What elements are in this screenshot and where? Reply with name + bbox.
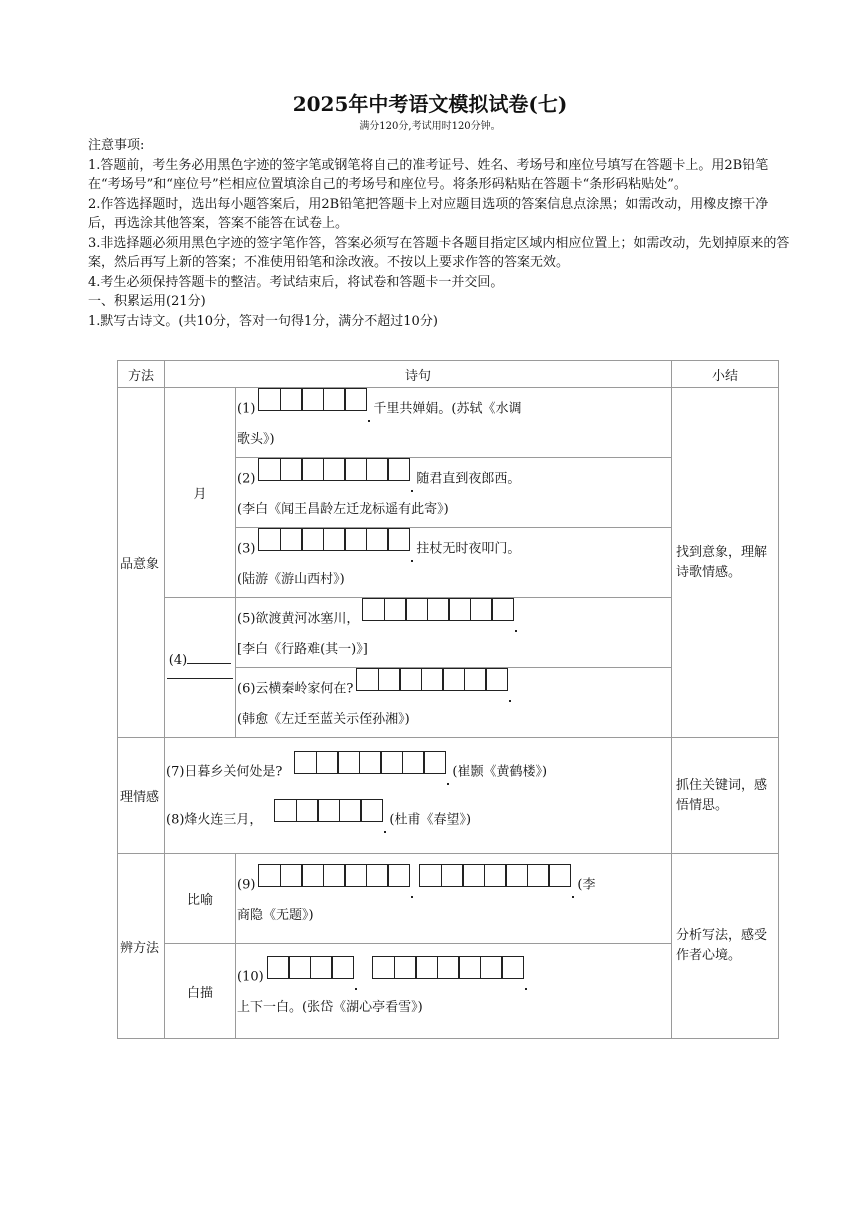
poem-source: (李白《闻王昌龄左迁龙标遥有此寄》) [237,501,449,517]
poem-source: 商隐《无题》) [237,907,314,923]
blank-4-label: (4) [168,652,188,668]
summary-imagery: 找到意象，理解诗歌情感。 [672,388,779,738]
poetry-table [117,360,779,1039]
header-summary: 小结 [672,361,779,388]
poem-source: (崔颢《黄鹤楼》) [452,764,548,779]
summary-technique: 分析写法，感受作者心境。 [672,854,779,1039]
poem-cell-7-8 [165,738,672,854]
poem-source: 歌头》) [237,431,275,447]
category-emotion: 理情感 [118,738,165,854]
item-number: (3) [237,541,256,556]
poem-cell-10 [236,944,672,1039]
header-lines: 诗句 [165,361,672,388]
answer-boxes[interactable] [362,598,517,632]
poem-text: 千里共婵娟。(苏轼《水调 [373,401,522,416]
poem-text: (李 [577,877,596,892]
summary-emotion: 抓住关键词，感悟情思。 [672,738,779,854]
poem-cell-1 [236,388,672,458]
item-number: (9) [237,877,256,892]
poem-text: (8)烽火连三月， [166,812,263,827]
category-imagery: 品意象 [118,388,165,738]
poem-text: 随君直到夜郎西。 [416,471,521,486]
blank-4-line[interactable] [187,663,231,664]
notes-section [88,136,794,331]
answer-boxes[interactable] [274,799,386,833]
page-subtitle: 满分120分,考试用时120分钟。 [359,121,501,132]
poem-source: (韩愈《左迁至蓝关示侄孙湘》) [237,711,410,727]
note-item: 1.答题前，考生务必用黑色字迹的签字笔或钢笔将自己的准考证号、姓名、考场号和座位号填写在答题卡上。用2B铅笔在“考场号”和“座位号”栏相应位置填涂自己的考场号和座位号。将条形码粘贴在答题卡“条形码粘贴处”。 [88,157,769,192]
item-number: (10) [237,969,264,985]
poem-cell-6 [236,668,672,738]
blank-4-line-2[interactable] [167,678,233,679]
answer-boxes[interactable] [267,956,358,990]
poem-source: [李白《行路难(其一)》] [237,641,368,657]
answer-boxes[interactable] [419,864,574,898]
item-number: (2) [237,471,256,486]
notes-heading: 注意事项: [88,138,145,153]
answer-boxes[interactable] [258,528,413,562]
poem-text: (5)欲渡黄河冰塞川， [237,611,360,626]
question-heading: 1.默写古诗文。(共10分，答对一句得1分，满分不超过10分) [88,313,438,329]
poem-cell-5 [236,598,672,668]
section-heading: 一、积累运用(21分) [88,294,206,309]
page-title: 2025年中考语文模拟试卷(七) [292,92,568,116]
poem-cell-9 [236,854,672,944]
subcat-sketch: 白描 [165,944,236,1039]
poem-source: (杜甫《春望》) [389,812,472,827]
poem-cell-3 [236,528,672,598]
poem-text: (6)云横秦岭家何在? [237,681,354,696]
note-item: 2.作答选择题时，选出每小题答案后，用2B铅笔把答题卡上对应题目选项的答案信息点涂黑；如需改动，用橡皮擦干净后，再选涂其他答案，答案不能答在试卷上。 [88,196,769,231]
category-technique: 辨方法 [118,854,165,1039]
subcat-blank-4 [165,598,236,738]
poem-text: (7)日暮乡关何处是? [166,764,283,779]
poem-source: (陆游《游山西村》) [237,571,345,587]
header-method: 方法 [118,361,165,388]
answer-boxes[interactable] [356,668,511,702]
note-item: 3.非选择题必须用黑色字迹的签字笔作答，答案必须写在答题卡各题目指定区域内相应位置上；如需改动，先划掉原来的答案，然后再写上新的答案；不准使用铅笔和涂改液。不按以上要求作答的答案无效。 [88,235,790,270]
note-item: 4.考生必须保持答题卡的整洁。考试结束后，将试卷和答题卡一并交回。 [88,274,504,290]
poem-cell-2 [236,458,672,528]
subcat-moon: 月 [165,388,236,598]
answer-boxes[interactable] [258,864,413,898]
poem-text: 拄杖无时夜叩门。 [416,541,521,556]
answer-boxes[interactable] [294,751,449,785]
answer-boxes[interactable] [372,956,527,990]
subcat-metaphor: 比喻 [165,854,236,944]
answer-boxes[interactable] [258,458,413,492]
item-number: (1) [237,401,256,416]
poem-source: 上下一白。(张岱《湖心亭看雪》) [237,1000,423,1015]
answer-boxes[interactable] [258,388,370,422]
